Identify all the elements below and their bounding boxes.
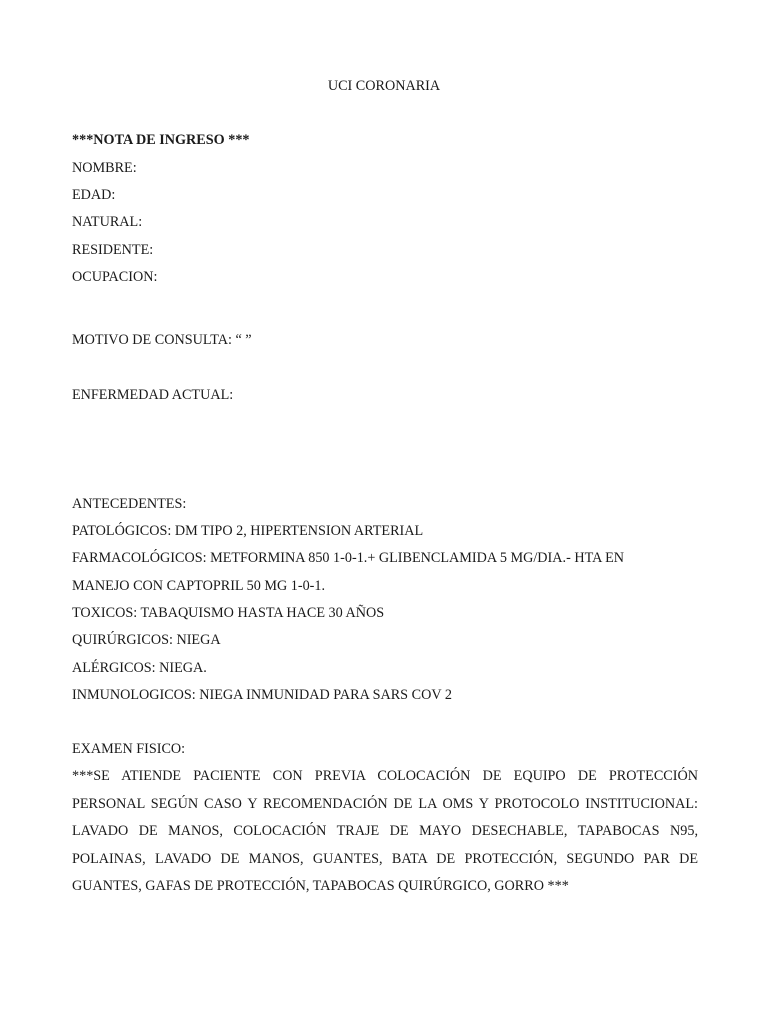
examen-fisico-heading: EXAMEN FISICO: — [72, 741, 186, 757]
antecedentes-quirurgicos: QUIRÚRGICOS: NIEGA — [72, 632, 221, 648]
examen-fisico-line: LAVADO DE MANOS, COLOCACIÓN TRAJE DE MAYO DESECHABLE, TAPABOCAS N95, — [72, 823, 698, 839]
antecedentes-patologicos: PATOLÓGICOS: DM TIPO 2, HIPERTENSION ARTERIAL — [72, 523, 424, 539]
antecedentes-farmacologicos-2: MANEJO CON CAPTOPRIL 50 MG 1-0-1. — [72, 578, 326, 594]
antecedentes-toxicos: TOXICOS: TABAQUISMO HASTA HACE 30 AÑOS — [72, 605, 385, 621]
antecedentes-heading: ANTECEDENTES: — [72, 496, 187, 512]
field-nombre: NOMBRE: — [72, 160, 137, 176]
examen-fisico-line: PERSONAL SEGÚN CASO Y RECOMENDACIÓN DE LA OMS Y PROTOCOLO INSTITUCIONAL: — [72, 796, 698, 812]
antecedentes-inmunologicos: INMUNOLOGICOS: NIEGA INMUNIDAD PARA SARS COV 2 — [72, 687, 452, 703]
note-heading: ***NOTA DE INGRESO *** — [72, 132, 250, 148]
examen-fisico-line: ***SE ATIENDE PACIENTE CON PREVIA COLOCACIÓN DE EQUIPO DE PROTECCIÓN — [72, 768, 698, 784]
document-title: UCI CORONARIA — [327, 78, 441, 94]
field-edad: EDAD: — [72, 187, 116, 203]
field-residente: RESIDENTE: — [72, 242, 154, 258]
examen-fisico-line: GUANTES, GAFAS DE PROTECCIÓN, TAPABOCAS QUIRÚRGICO, GORRO *** — [72, 878, 569, 894]
motivo-consulta: MOTIVO DE CONSULTA: “ ” — [72, 332, 252, 348]
antecedentes-farmacologicos-1: FARMACOLÓGICOS: METFORMINA 850 1-0-1.+ GLIBENCLAMIDA 5 MG/DIA.- HTA EN — [72, 550, 625, 566]
field-ocupacion: OCUPACION: — [72, 269, 158, 285]
antecedentes-alergicos: ALÉRGICOS: NIEGA. — [72, 660, 207, 676]
enfermedad-actual: ENFERMEDAD ACTUAL: — [72, 387, 234, 403]
field-natural: NATURAL: — [72, 214, 143, 230]
examen-fisico-line: POLAINAS, LAVADO DE MANOS, GUANTES, BATA DE PROTECCIÓN, SEGUNDO PAR DE — [72, 851, 698, 867]
